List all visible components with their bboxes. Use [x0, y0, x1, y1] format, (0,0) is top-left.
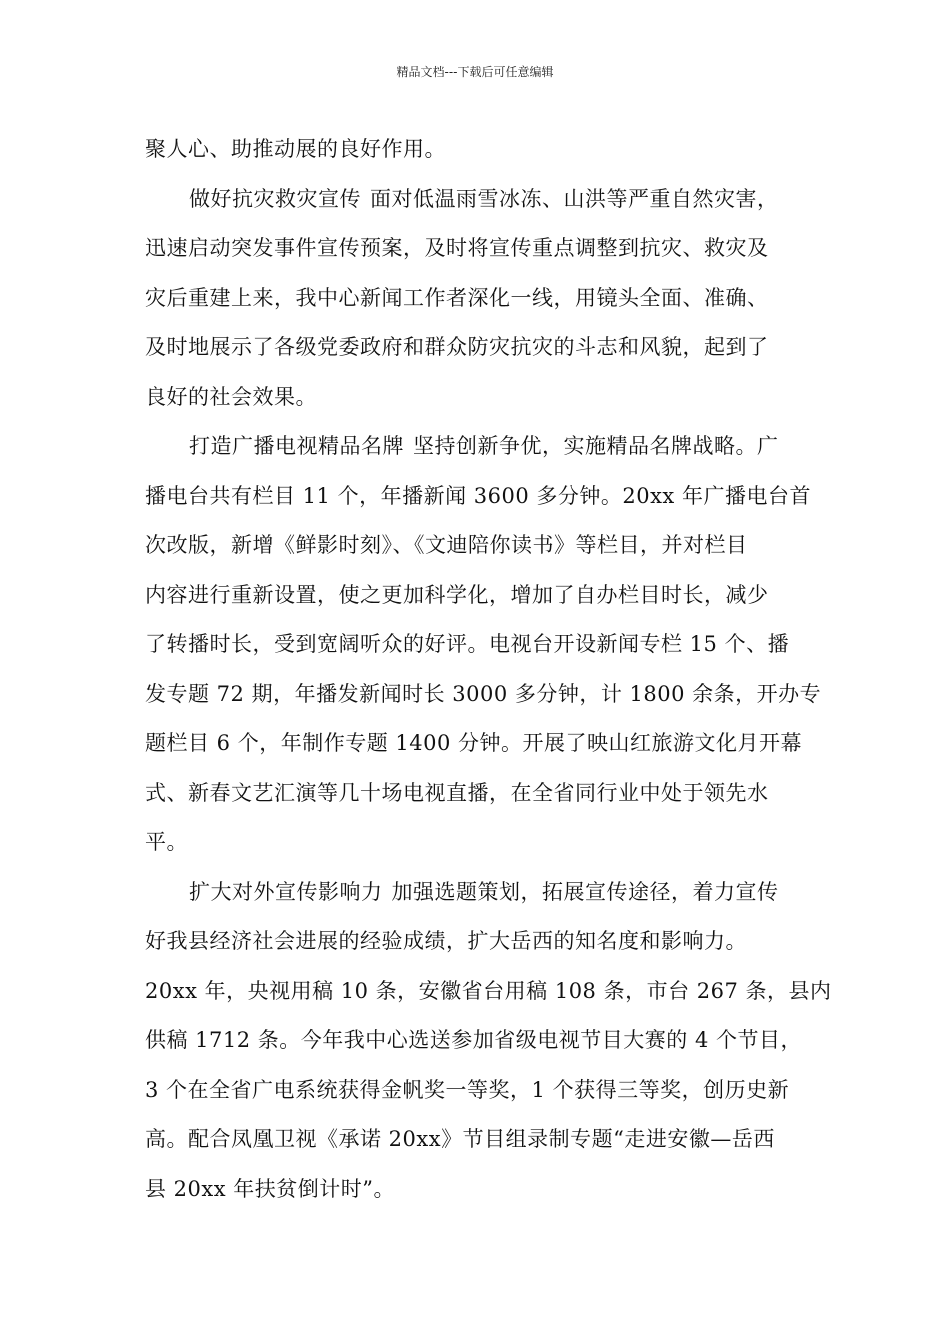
header-watermark: 精品文档---下载后可任意编辑: [396, 65, 554, 79]
text-line: 好我县经济社会进展的经验成绩，扩大岳西的知名度和影响力。: [145, 929, 747, 953]
paragraph-disaster-relief-first-line: [145, 184, 809, 234]
text-line: 发专题 72 期，年播发新闻时长 3000 多分钟，计 1800 余条，开办专: [145, 681, 822, 706]
text-line: 内容进行重新设置，使之更加科学化，增加了自办栏目时长，减少: [145, 582, 769, 607]
text-line: 3 个在全省广电系统获得金帆奖一等奖，1 个获得三等奖，创历史新: [145, 1077, 790, 1102]
paragraph-brand-first-line: [145, 431, 809, 481]
paragraph-heading: 打造广播电视精品名牌: [189, 434, 404, 458]
text-line: 播电台共有栏目 11 个，年播新闻 3600 多分钟。20xx 年广播电台首: [145, 483, 811, 508]
text-line: 县 20xx 年扶贫倒计时”。: [145, 1176, 395, 1201]
text-line: 20xx 年，央视用稿 10 条，安徽省台用稿 108 条，市台 267 条，县内: [145, 978, 832, 1003]
text-line: 迅速启动突发事件宣传预案，及时将宣传重点调整到抗灾、救灾及: [145, 236, 769, 260]
paragraph-heading: 扩大对外宣传影响力: [189, 879, 383, 904]
paragraph-text: 坚持创新争优，实施精品名牌战略。广: [413, 434, 779, 458]
text-line: 次改版，新增《鲜影时刻》、《文迪陪你读书》等栏目，并对栏目: [145, 533, 748, 557]
paragraph-text: 面对低温雨雪冰冻、山洪等严重自然灾害，: [370, 186, 779, 211]
text-line: 了转播时长，受到宽阔听众的好评。电视台开设新闻专栏 15 个、播: [145, 632, 790, 656]
text-line: 灾后重建上来，我中心新闻工作者深化一线，用镜头全面、准确、: [145, 285, 769, 310]
text-line: 高。配合凤凰卫视《承诺 20xx》节目组录制专题“走进安徽—岳西: [145, 1127, 775, 1151]
text-line: 良好的社会效果。: [145, 384, 317, 409]
text-line: 平。: [145, 830, 188, 854]
text-line: 聚人心、助推动展的良好作用。: [145, 137, 446, 161]
text-line: 供稿 1712 条。今年我中心选送参加省级电视节目大赛的 4 个节目，: [145, 1028, 803, 1052]
paragraph-outreach-first-line: [145, 877, 809, 927]
text-line: 题栏目 6 个，年制作专题 1400 分钟。开展了映山红旅游文化月开幕: [145, 731, 803, 755]
paragraph-heading: 做好抗灾救灾宣传: [189, 186, 361, 211]
document-body: [145, 134, 832, 1223]
text-line: 式、新春文艺汇演等几十场电视直播，在全省同行业中处于领先水: [145, 780, 769, 805]
text-line: 及时地展示了各级党委政府和群众防灾抗灾的斗志和风貌，起到了: [145, 335, 769, 359]
paragraph-text: 加强选题策划，拓展宣传途径，着力宣传: [391, 879, 779, 904]
